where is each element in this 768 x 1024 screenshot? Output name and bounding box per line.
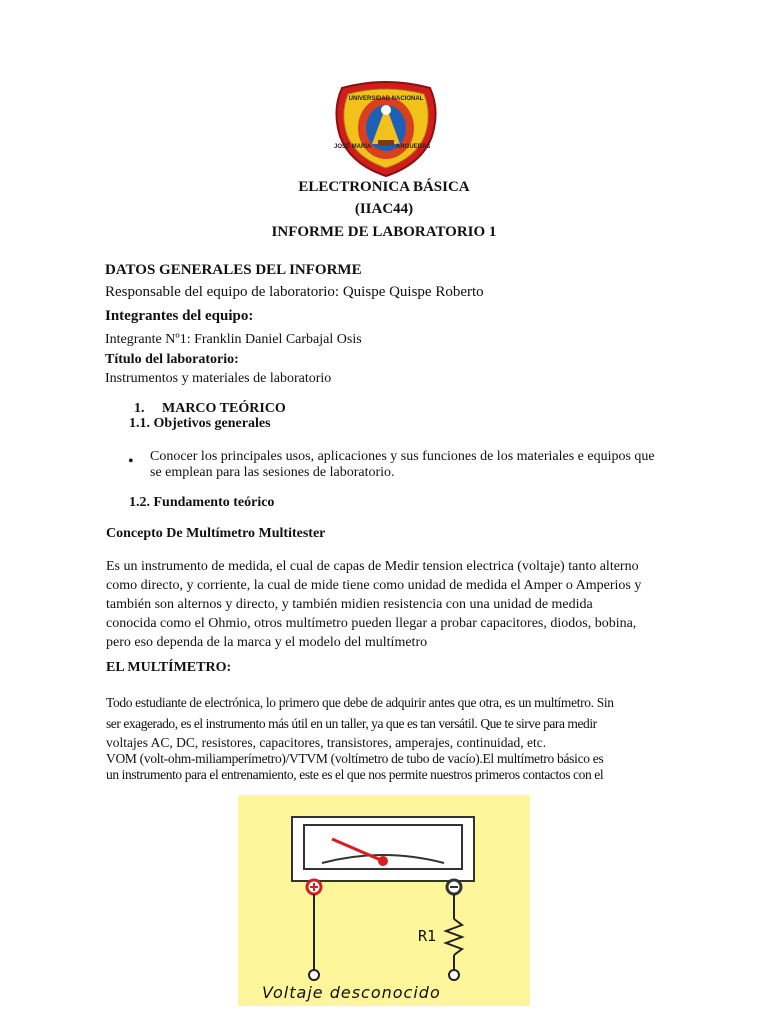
responsable-line: Responsable del equipo de laboratorio: Quispe Quispe Roberto bbox=[105, 284, 484, 300]
section-1-title: MARCO TEÓRICO bbox=[162, 401, 286, 416]
concepto-line-3: también son alternos y directo, y también midien resistencia con una unidad de medida bbox=[106, 597, 593, 612]
section-1-2-title: 1.2. Fundamento teórico bbox=[129, 495, 275, 510]
concepto-line-1: Es un instrumento de medida, el cual de capas de Medir tension electrica (voltaje) tanto alterno bbox=[106, 559, 639, 574]
section-1-number: 1. bbox=[134, 401, 145, 416]
seal-text-right: ARGUEDAS bbox=[396, 144, 431, 150]
course-code: (IIAC44) bbox=[354, 201, 414, 217]
integrantes-heading: Integrantes del equipo: bbox=[105, 308, 254, 324]
section-1-1-title: 1.1. Objetivos generales bbox=[129, 416, 271, 431]
multimetro-line-1: Todo estudiante de electrónica, lo primero que debe de adquirir antes que otra, es un multímetro. Sin bbox=[106, 695, 614, 710]
objective-line-2: se emplean para las sesiones de laboratorio. bbox=[150, 465, 395, 480]
multimetro-line-2: ser exagerado, es el instrumento más útil en un taller, ya que es tan versátil. Que te sirve para medir bbox=[106, 716, 597, 731]
concepto-line-2: como directo, y corriente, la cual de mide tiene como unidad de medida el Amper o Amperios y bbox=[106, 578, 642, 593]
multimeter-figure bbox=[238, 795, 530, 1006]
resistor-label: R1 bbox=[418, 927, 437, 945]
report-title: INFORME DE LABORATORIO 1 bbox=[271, 224, 497, 240]
seal-text-left: JOSÉ MARÍA bbox=[334, 144, 372, 150]
figure-caption: Voltaje desconocido bbox=[262, 983, 441, 1002]
concepto-line-4: conocida como el Ohmio, otros multímetro pueden llegar a probar capacitores, diodos, bobina, bbox=[106, 616, 637, 631]
multimetro-line-5: un instrumento para el entrenamiento, este es el que nos permite nuestros primeros contactos con el bbox=[106, 767, 604, 782]
multimetro-heading: EL MULTÍMETRO: bbox=[106, 660, 232, 675]
multimetro-line-3: voltajes AC, DC, resistores, capacitores, transistores, amperajes, continuidad, etc. bbox=[106, 735, 547, 750]
general-heading: DATOS GENERALES DEL INFORME bbox=[105, 262, 362, 278]
concepto-line-5: pero eso dependa de la marca y el modelo del multímetro bbox=[106, 635, 428, 650]
titulo-value: Instrumentos y materiales de laboratorio bbox=[105, 371, 332, 386]
titulo-heading: Título del laboratorio: bbox=[105, 352, 239, 367]
objective-line-1: Conocer los principales usos, aplicaciones y sus funciones de los materiales e equipos que bbox=[150, 449, 655, 464]
multimetro-line-4: VOM (volt-ohm-miliamperímetro)/VTVM (voltímetro de tubo de vacío).El multímetro básico es bbox=[106, 751, 604, 766]
seal-text-top: UNIVERSIDAD NACIONAL bbox=[348, 96, 424, 102]
concepto-heading: Concepto De Multímetro Multitester bbox=[106, 526, 326, 541]
bullet-icon: • bbox=[128, 453, 134, 470]
integrante-1: Integrante Nº1: Franklin Daniel Carbajal Osis bbox=[105, 332, 362, 347]
course-title: ELECTRONICA BÁSICA bbox=[298, 179, 470, 195]
university-seal bbox=[332, 80, 440, 178]
